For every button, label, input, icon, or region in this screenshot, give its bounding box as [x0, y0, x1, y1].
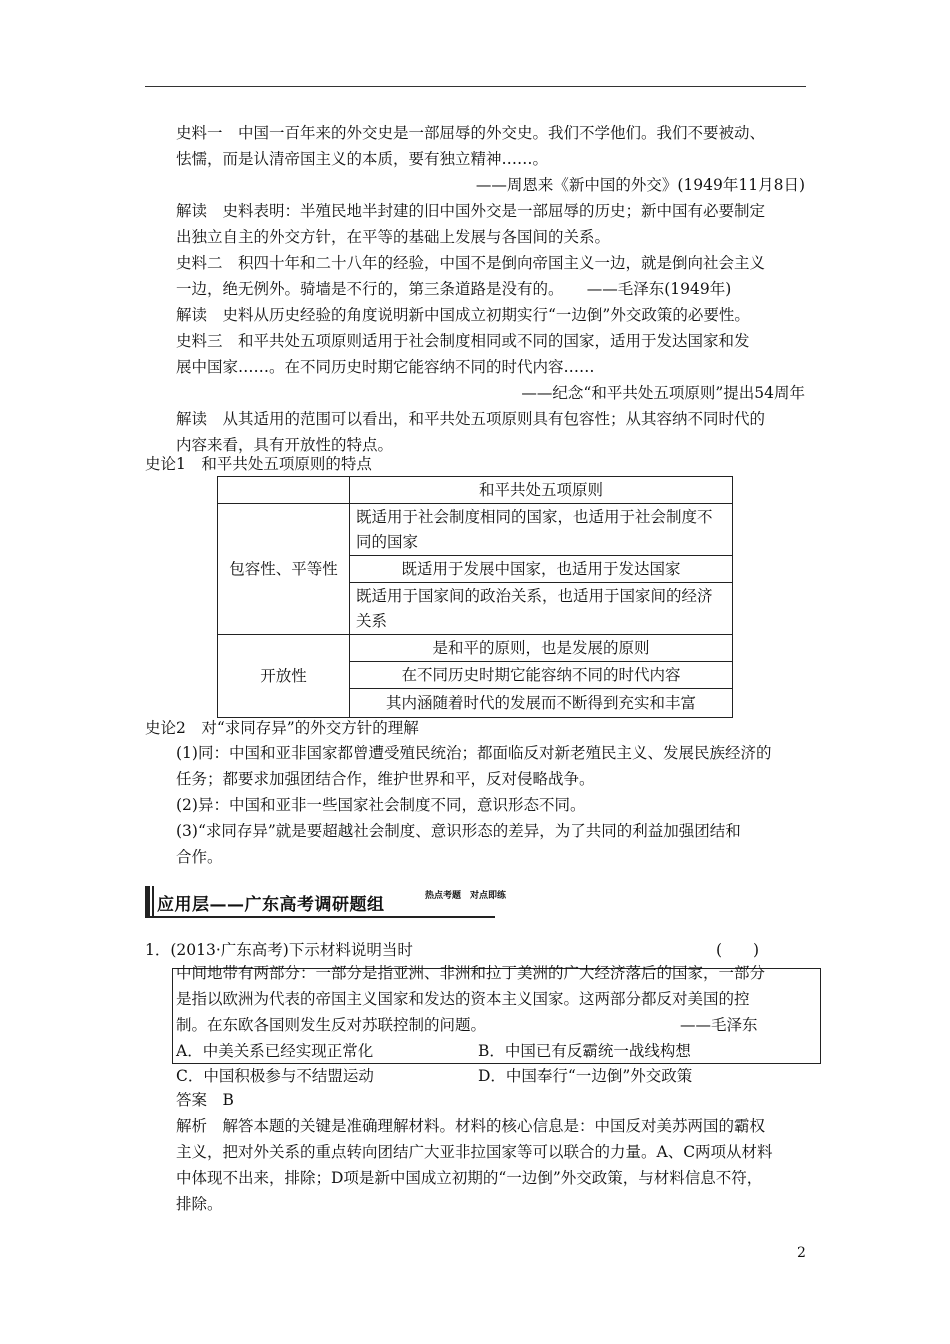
option-c: C．中国积极参与不结盟运动: [176, 1067, 374, 1085]
theory2-item1-line2: 任务；都要求加强团结合作，维护世界和平，反对侵略战争。: [176, 770, 595, 788]
principles-table: [217, 476, 733, 718]
group2-row-2: 在不同历史时期它能容纳不同的时代内容: [350, 662, 733, 689]
analysis-line1: 解析 解答本题的关键是准确理解材料。材料的核心信息是：中国反对美苏两国的霸权: [176, 1117, 766, 1135]
table-corner-cell: [218, 477, 350, 504]
section-underline: [145, 916, 495, 918]
reading3-line2: 内容来看，具有开放性的特点。: [176, 436, 394, 454]
group2-row-1: 是和平的原则，也是发展的原则: [350, 635, 733, 662]
section-bar: [145, 886, 150, 916]
group2-row-3: 其内涵随着时代的发展而不断得到充实和丰富: [350, 689, 733, 718]
source1-attribution: ——周恩来《新中国的外交》(1949年11月8日): [475, 176, 805, 194]
material-line1: 中间地带有两部分：一部分是指亚洲、非洲和拉丁美洲的广大经济落后的国家，一部分: [176, 964, 766, 982]
header-rule: [145, 86, 806, 87]
reading2-line1: 解读 史料从历史经验的角度说明新中国成立初期实行“一边倒”外交政策的必要性。: [176, 306, 750, 324]
question1-bracket: ( ): [716, 941, 760, 959]
analysis-line3: 中体现不出来，排除；D项是新中国成立初期的“一边倒”外交政策，与材料信息不符，: [176, 1169, 763, 1187]
theory1-heading: 史论1 和平共处五项原则的特点: [145, 455, 372, 473]
theory2-item2: (2)异：中国和亚非一些国家社会制度不同，意识形态不同。: [176, 796, 586, 814]
source2-line1: 史料二 积四十年和二十八年的经验，中国不是倒向帝国主义一边，就是倒向社会主义: [176, 254, 766, 272]
option-d: D．中国奉行“一边倒”外交政策: [478, 1067, 693, 1085]
material-attribution: ——毛泽东: [680, 1016, 758, 1034]
theory2-item3-line1: (3)“求同存异”就是要超越社会制度、意识形态的差异，为了共同的利益加强团结和: [176, 822, 741, 840]
source2-line2: 一边，绝无例外。骑墙是不行的，第三条道路是没有的。 ——毛泽东(1949年): [176, 280, 732, 298]
source3-attribution: ——纪念“和平共处五项原则”提出54周年: [521, 384, 805, 402]
group2-label: 开放性: [218, 635, 350, 718]
group1-row-3: 既适用于国家间的政治关系，也适用于国家间的经济关系: [350, 583, 733, 635]
group1-row-1: 既适用于社会制度相同的国家，也适用于社会制度不同的国家: [350, 504, 733, 556]
analysis-line4: 排除。: [176, 1195, 223, 1213]
theory2-heading: 史论2 对“求同存异”的外交方针的理解: [145, 719, 419, 737]
page-number: 2: [797, 1245, 806, 1261]
section-header: [145, 886, 507, 916]
section-tag: 热点考题 对点即练: [425, 891, 507, 901]
theory2-item1-line1: (1)同：中国和亚非国家都曾遭受殖民统治；都面临反对新老殖民主义、发展民族经济的: [176, 744, 772, 762]
option-b: B．中国已有反霸统一战线构想: [478, 1042, 691, 1060]
answer: 答案 B: [176, 1091, 234, 1109]
source3-line1: 史料三 和平共处五项原则适用于社会制度相同或不同的国家，适用于发达国家和发: [176, 332, 750, 350]
group1-label: 包容性、平等性: [218, 504, 350, 635]
reading3-line1: 解读 从其适用的范围可以看出，和平共处五项原则具有包容性；从其容纳不同时代的: [176, 410, 766, 428]
question1-stem: 1．(2013·广东高考)下示材料说明当时: [145, 941, 413, 959]
option-a: A．中美关系已经实现正常化: [176, 1042, 374, 1060]
reading1-line2: 出独立自主的外交方针，在平等的基础上发展与各国间的关系。: [176, 228, 611, 246]
source1-line2: 怯懦，而是认清帝国主义的本质，要有独立精神……。: [176, 150, 549, 168]
source3-line2: 展中国家……。在不同历史时期它能容纳不同的时代内容……: [176, 358, 595, 376]
group1-row-2: 既适用于发展中国家，也适用于发达国家: [350, 556, 733, 583]
section-title: 应用层——广东高考调研题组: [157, 895, 385, 915]
table-header-cell: 和平共处五项原则: [350, 477, 733, 504]
material-line2: 是指以欧洲为代表的帝国主义国家和发达的资本主义国家。这两部分都反对美国的控: [176, 990, 750, 1008]
source1-line1: 史料一 中国一百年来的外交史是一部屈辱的外交史。我们不学他们。我们不要被动、: [176, 124, 766, 142]
analysis-line2: 主义，把对外关系的重点转向团结广大亚非拉国家等可以联合的力量。A、C两项从材料: [176, 1143, 773, 1161]
material-line3: 制。在东欧各国则发生反对苏联控制的问题。: [176, 1016, 487, 1034]
section-bar-thin: [152, 886, 154, 916]
theory2-item3-line2: 合作。: [176, 848, 223, 866]
reading1-line1: 解读 史料表明：半殖民地半封建的旧中国外交是一部屈辱的历史；新中国有必要制定: [176, 202, 766, 220]
